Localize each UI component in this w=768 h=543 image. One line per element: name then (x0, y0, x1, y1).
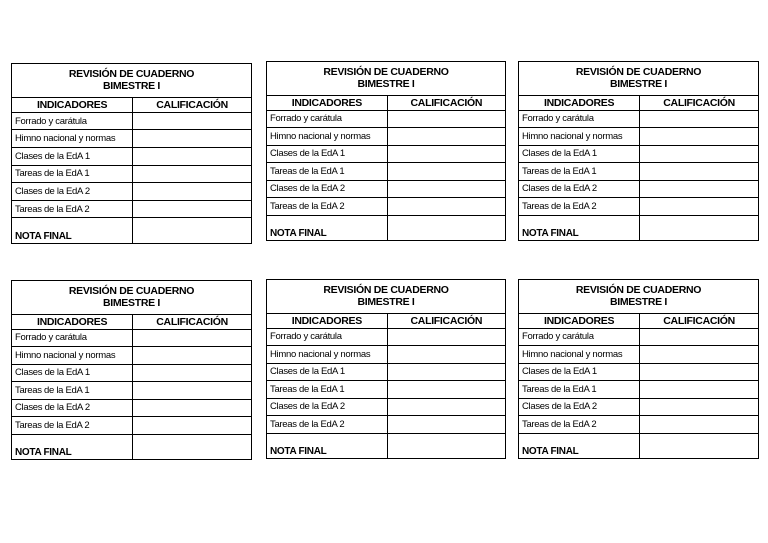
grade-cell[interactable] (387, 180, 505, 198)
table-row (12, 329, 251, 347)
card-title-line1: REVISIÓN DE CUADERNO (323, 66, 449, 79)
grade-cell[interactable] (133, 200, 251, 218)
table-row (12, 417, 251, 435)
indicator-label: Clases de la EdA 2 (267, 398, 387, 416)
final-grade-label: NOTA FINAL (12, 434, 133, 459)
table-row (12, 347, 251, 365)
grade-cell[interactable] (133, 417, 251, 435)
indicator-label: Tareas de la EdA 1 (12, 382, 133, 400)
table-row (267, 110, 505, 128)
indicator-label: Tareas de la EdA 1 (519, 163, 640, 181)
column-header-indicators: INDICADORES (519, 313, 640, 328)
card-title (267, 62, 505, 95)
table-row (267, 398, 505, 416)
final-grade-label: NOTA FINAL (12, 218, 133, 243)
final-grade-label: NOTA FINAL (267, 215, 387, 240)
grade-cell[interactable] (640, 128, 758, 146)
grade-cell[interactable] (640, 145, 758, 163)
table-row (519, 381, 758, 399)
table-row (519, 128, 758, 146)
indicator-label: Clases de la EdA 1 (519, 363, 640, 381)
grading-card (518, 61, 759, 241)
grade-cell[interactable] (640, 346, 758, 364)
card-title-line1: REVISIÓN DE CUADERNO (68, 68, 195, 81)
grade-cell[interactable] (640, 328, 758, 346)
column-header-indicators: INDICADORES (267, 313, 387, 328)
card-title-line1: REVISIÓN DE CUADERNO (68, 285, 195, 298)
card-title-line2: BIMESTRE I (609, 296, 668, 309)
grade-cell[interactable] (640, 110, 758, 128)
grade-cell[interactable] (133, 329, 251, 347)
grade-cell[interactable] (133, 364, 251, 382)
grading-card (266, 279, 506, 459)
indicator-label: Himno nacional y normas (267, 346, 387, 364)
grade-cell[interactable] (640, 381, 758, 399)
grade-cell[interactable] (133, 399, 251, 417)
final-grade-cell[interactable] (133, 218, 251, 243)
grade-cell[interactable] (640, 398, 758, 416)
table-row (12, 364, 251, 382)
grading-table (519, 62, 758, 240)
card-title-line2: BIMESTRE I (102, 80, 161, 93)
indicator-label: Forrado y carátula (519, 328, 640, 346)
final-row (267, 433, 505, 458)
column-header-indicators: INDICADORES (519, 95, 640, 110)
grading-table (267, 62, 505, 240)
card-title-line2: BIMESTRE I (102, 297, 161, 310)
indicator-label: Tareas de la EdA 2 (12, 200, 133, 218)
table-row (12, 147, 251, 165)
column-header-indicators: INDICADORES (12, 314, 133, 329)
grading-card (266, 61, 506, 241)
indicator-label: Clases de la EdA 2 (267, 180, 387, 198)
indicator-label: Tareas de la EdA 2 (519, 198, 640, 216)
indicator-label: Clases de la EdA 2 (519, 180, 640, 198)
grading-card (11, 280, 252, 460)
grade-cell[interactable] (387, 416, 505, 434)
grading-table (12, 64, 251, 243)
table-row (12, 382, 251, 400)
grade-cell[interactable] (640, 198, 758, 216)
card-title-line1: REVISIÓN DE CUADERNO (323, 284, 449, 297)
grade-cell[interactable] (387, 328, 505, 346)
table-row (12, 183, 251, 201)
indicator-label: Clases de la EdA 2 (12, 399, 133, 417)
indicator-label: Tareas de la EdA 1 (267, 381, 387, 399)
table-row (267, 328, 505, 346)
final-row (519, 433, 758, 458)
indicator-label: Himno nacional y normas (12, 130, 133, 148)
column-header-indicators: INDICADORES (12, 97, 133, 112)
card-title (519, 280, 758, 313)
table-row (267, 163, 505, 181)
card-title (12, 64, 251, 97)
table-row (519, 180, 758, 198)
table-row (519, 163, 758, 181)
final-grade-cell[interactable] (133, 434, 251, 459)
table-row (267, 346, 505, 364)
final-row (12, 218, 251, 243)
table-row (519, 198, 758, 216)
grade-cell[interactable] (133, 147, 251, 165)
grade-cell[interactable] (387, 363, 505, 381)
table-row (12, 399, 251, 417)
column-header-indicators: INDICADORES (267, 95, 387, 110)
indicator-label: Tareas de la EdA 1 (267, 163, 387, 181)
grading-card (518, 279, 759, 459)
table-row (267, 128, 505, 146)
grading-table (267, 280, 505, 458)
card-title-line2: BIMESTRE I (609, 78, 668, 91)
indicator-label: Tareas de la EdA 1 (519, 381, 640, 399)
card-title-line1: REVISIÓN DE CUADERNO (575, 66, 702, 79)
table-row (267, 416, 505, 434)
grade-cell[interactable] (387, 145, 505, 163)
indicator-label: Forrado y carátula (12, 112, 133, 130)
table-row (12, 130, 251, 148)
table-row (267, 180, 505, 198)
table-row (519, 328, 758, 346)
final-grade-label: NOTA FINAL (519, 215, 640, 240)
indicator-label: Clases de la EdA 1 (267, 145, 387, 163)
grade-cell[interactable] (387, 128, 505, 146)
grading-table (12, 281, 251, 459)
card-title (267, 280, 505, 313)
table-row (267, 145, 505, 163)
table-row (12, 165, 251, 183)
grade-cell[interactable] (387, 110, 505, 128)
grade-cell[interactable] (133, 183, 251, 201)
indicator-label: Himno nacional y normas (12, 347, 133, 365)
indicator-label: Forrado y carátula (267, 328, 387, 346)
indicator-label: Clases de la EdA 1 (267, 363, 387, 381)
card-title (519, 62, 758, 95)
indicator-label: Himno nacional y normas (519, 346, 640, 364)
grade-cell[interactable] (133, 165, 251, 183)
indicator-label: Forrado y carátula (12, 329, 133, 347)
indicator-label: Himno nacional y normas (519, 128, 640, 146)
table-row (267, 381, 505, 399)
indicator-label: Tareas de la EdA 2 (267, 416, 387, 434)
grade-cell[interactable] (387, 381, 505, 399)
card-title (12, 281, 251, 314)
table-row (519, 398, 758, 416)
grading-table (519, 280, 758, 458)
card-title-line1: REVISIÓN DE CUADERNO (575, 284, 702, 297)
table-row (267, 363, 505, 381)
grade-cell[interactable] (387, 163, 505, 181)
grade-cell[interactable] (387, 398, 505, 416)
card-title-line2: BIMESTRE I (357, 78, 415, 91)
table-row (267, 198, 505, 216)
column-header-grade: CALIFICACIÓN (133, 314, 251, 329)
indicator-label: Tareas de la EdA 2 (12, 417, 133, 435)
indicator-label: Clases de la EdA 1 (519, 145, 640, 163)
final-grade-cell[interactable] (387, 215, 505, 240)
grade-cell[interactable] (387, 346, 505, 364)
indicator-label: Forrado y carátula (519, 110, 640, 128)
indicator-label: Tareas de la EdA 1 (12, 165, 133, 183)
final-row (519, 215, 758, 240)
grade-cell[interactable] (133, 130, 251, 148)
grade-cell[interactable] (133, 112, 251, 130)
grade-cell[interactable] (640, 363, 758, 381)
grade-cell[interactable] (640, 416, 758, 434)
final-row (267, 215, 505, 240)
grade-cell[interactable] (640, 163, 758, 181)
indicator-label: Tareas de la EdA 2 (267, 198, 387, 216)
table-row (519, 346, 758, 364)
indicator-label: Forrado y carátula (267, 110, 387, 128)
column-header-grade: CALIFICACIÓN (640, 95, 758, 110)
final-grade-label: NOTA FINAL (519, 433, 640, 458)
column-header-grade: CALIFICACIÓN (133, 97, 251, 112)
table-row (519, 110, 758, 128)
final-grade-cell[interactable] (640, 215, 758, 240)
grade-cell[interactable] (640, 180, 758, 198)
indicator-label: Clases de la EdA 2 (519, 398, 640, 416)
final-grade-label: NOTA FINAL (267, 433, 387, 458)
column-header-grade: CALIFICACIÓN (640, 313, 758, 328)
indicator-label: Tareas de la EdA 2 (519, 416, 640, 434)
table-row (12, 200, 251, 218)
grade-cell[interactable] (133, 382, 251, 400)
grade-cell[interactable] (387, 198, 505, 216)
table-row (519, 145, 758, 163)
indicator-label: Clases de la EdA 2 (12, 183, 133, 201)
table-row (12, 112, 251, 130)
column-header-grade: CALIFICACIÓN (387, 95, 505, 110)
grade-cell[interactable] (133, 347, 251, 365)
final-grade-cell[interactable] (387, 433, 505, 458)
table-row (519, 363, 758, 381)
indicator-label: Clases de la EdA 1 (12, 364, 133, 382)
grading-card (11, 63, 252, 244)
final-grade-cell[interactable] (640, 433, 758, 458)
table-row (519, 416, 758, 434)
indicator-label: Himno nacional y normas (267, 128, 387, 146)
column-header-grade: CALIFICACIÓN (387, 313, 505, 328)
final-row (12, 434, 251, 459)
card-title-line2: BIMESTRE I (357, 296, 415, 309)
indicator-label: Clases de la EdA 1 (12, 147, 133, 165)
